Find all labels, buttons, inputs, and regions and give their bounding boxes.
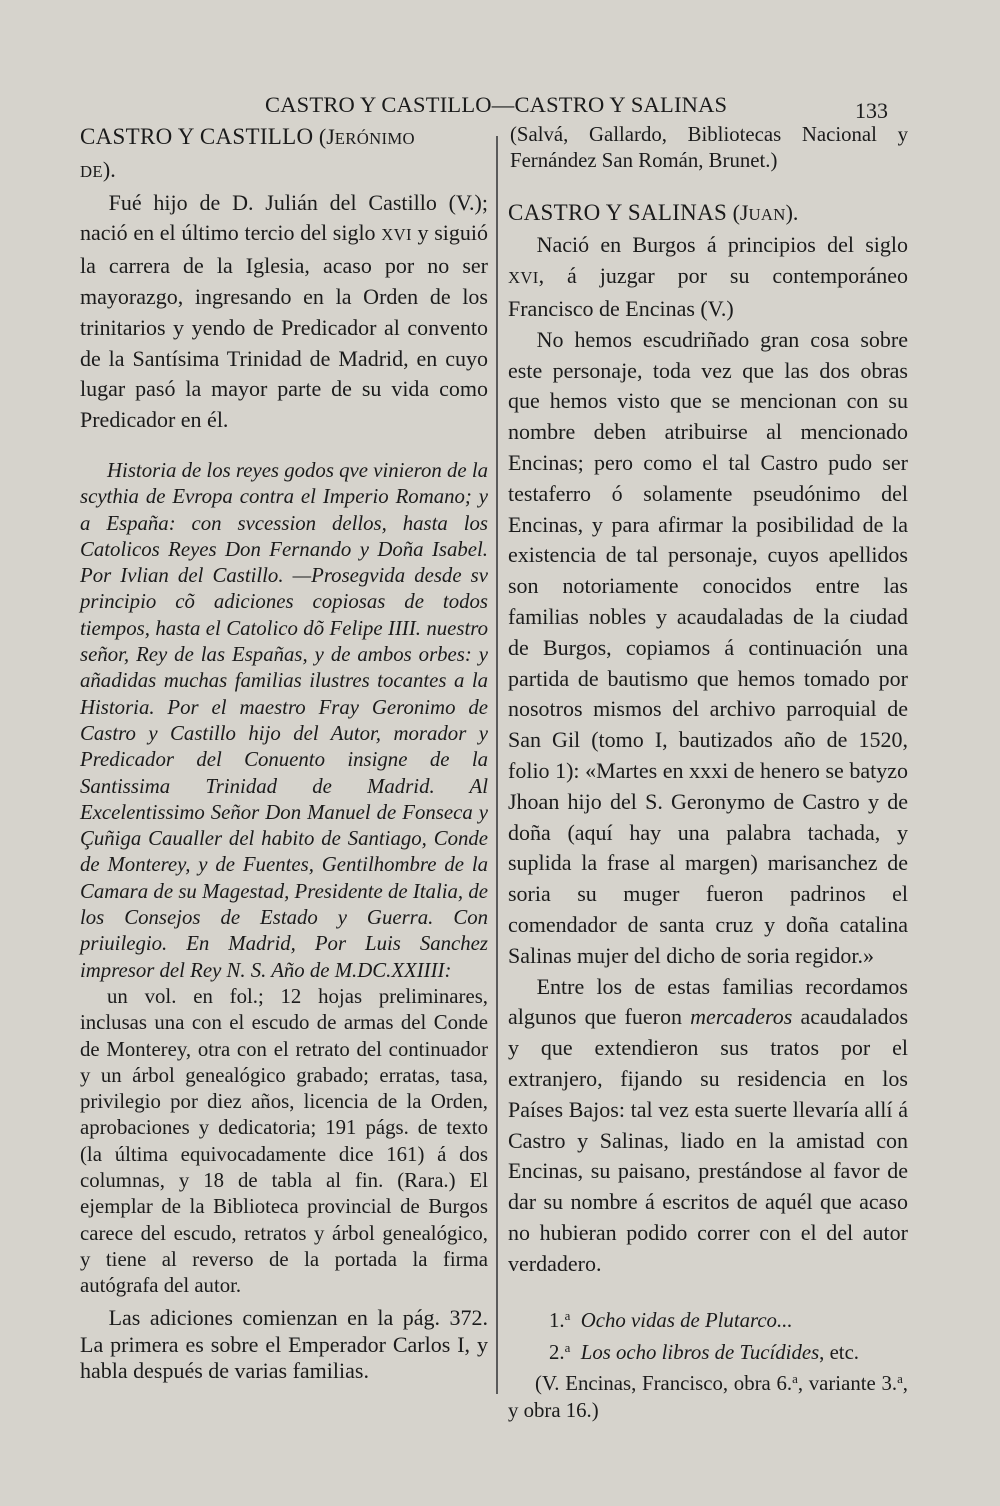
- right-column: [508, 122, 908, 1424]
- left-column: [80, 122, 488, 1385]
- entry-heading-castro-y-salinas: [508, 198, 908, 231]
- variants-cross-reference: [508, 1366, 908, 1424]
- variant-ordinal: a: [564, 1340, 571, 1355]
- variant-title: Los ocho libros de Tucídides: [580, 1340, 820, 1364]
- variants-list: [508, 1303, 908, 1423]
- birth-century: XVI: [508, 268, 539, 288]
- adiciones-note: Las adiciones comienzan en la pág. 372. La primera es sobre el Emperador Carlos I, y habla después de varias familias.: [80, 1305, 488, 1384]
- running-head: CASTRO Y CASTILLO—CASTRO Y SALINAS: [265, 92, 728, 117]
- entry-heading-name: CASTRO Y CASTILLO: [80, 124, 314, 149]
- heading-paren-2: (J: [727, 199, 749, 225]
- entry-heading-castro-y-castillo: [80, 122, 488, 188]
- biography-paragraph: [80, 188, 488, 436]
- birth-paragraph: [508, 230, 908, 324]
- xref-text-2: , variante 3.: [797, 1372, 898, 1396]
- heading-paren: (J: [313, 124, 335, 149]
- variant-item-2: [508, 1335, 908, 1366]
- families-text-2: acaudalados y que extendieron sus tratos por el extranjero, fijando su residencia en los Países Bajos: tal vez esta suerte llevaría allí á Castro y Salinas, liado en la amistad con Encinas, su paisano, prestándose al favor de dar su nombre á escritos de aquél que acaso no hubieran podido correr con el del autor verdadero.: [508, 1004, 909, 1276]
- variant-item-1: [508, 1303, 908, 1334]
- variant-ordinal: a: [564, 1309, 571, 1324]
- variant-number: 2.: [549, 1340, 565, 1364]
- heading-close-2: ).: [785, 199, 799, 225]
- bio-text-1: Fué hijo de D. Julián del Castillo (V.); nació en el último tercio del siglo: [80, 189, 488, 246]
- xref-text-1: (V. Encinas, Francisco, obra 6.: [535, 1372, 793, 1396]
- heading-smallcaps-2: DE: [80, 161, 103, 181]
- bio-text-2: y siguió la carrera de la Iglesia, acaso por no ser mayorazgo, ingresando en la Orden de los trinitarios y yendo de Predicador al convento de la Santísima Trinidad de Madrid, en cuyo lugar pasó la mayor parte de su vida como Predicador en él.: [80, 220, 488, 433]
- xref-text-3: , y obra 16.): [508, 1372, 908, 1422]
- variant-number: 1.: [549, 1309, 565, 1333]
- page-number: 133: [855, 98, 888, 123]
- bibliographic-title: Historia de los reyes godos qve vinieron de la scythia de Evropa contra el Imperio Romano; y a España: con svcession dellos, hasta los Catolicos Reyes Don Fernando y Doña Isabel. Por Ivlian del Castillo. —Prosegvida desde sv principio cõ adiciones copiosas de todos tiempos, hasta el Catolico dõ Felipe IIII. nuestro señor, Rey de las Españas, y de ambos orbes: y añadidas muchas familias ilustres tocantes a la Historia. Por el maestro Fray Geronimo de Castro y Castillo hijo del Autor, morador y Predicador del Conuento insigne de la Santissima Trinidad de Madrid. Al Excelentissimo Señor Don Manuel de Fonseca y Çuñiga Caualler del habito de Santiago, Conde de Monterey, y de Fuentes, Gentilhombre de la Camara de su Magestad, Presidente de Italia, de los Consejos de Estado y Guerra. Con priuilegio. En Madrid, Por Luis Sanchez impresor del Rey N. S. Año de M.DC.XXIIII:: [80, 458, 488, 982]
- birth-text-2: , á juzgar por su contemporáneo Francisco de Encinas (V.): [508, 263, 908, 321]
- heading-smallcaps-1: ERÓNIMO: [334, 129, 415, 148]
- families-text-1: Entre los de estas familias recordamos algunos que fueron: [508, 973, 908, 1030]
- xref-ordinal-1: a: [792, 1372, 798, 1387]
- sources-note: (Salvá, Gallardo, Bibliotecas Nacional y Fernández San Román, Brunet.): [510, 123, 908, 173]
- families-italic: mercaderos: [690, 1004, 793, 1030]
- heading-smallcaps-3: UAN: [748, 204, 786, 224]
- column-divider: [496, 136, 498, 1394]
- birth-text-1: Nació en Burgos á principios del siglo: [536, 232, 908, 258]
- bibliographic-description: un vol. en fol.; 12 hojas preliminares, inclusas una con el escudo de armas del Conde de Monterey, otra con el retrato del continuador y un árbol genealógico grabado; erratas, tasa, privilegio por diez años, licencia de la Orden, aprobaciones y dedicatoria; 191 págs. de texto (la última equivocadamente dice 161) á dos columnas, y 18 de tabla al fin. (Rara.) El ejemplar de la Biblioteca provincial de Burgos carece del escudo, retratos y árbol genealógico, y tiene al reverso de la portada la firma autógrafa del autor.: [80, 984, 488, 1298]
- families-paragraph: [508, 972, 908, 1280]
- xref-ordinal-2: a: [897, 1372, 903, 1387]
- variant-tail: , etc.: [819, 1340, 860, 1364]
- heading-close: ).: [102, 156, 116, 182]
- bio-century: XVI: [381, 225, 412, 245]
- research-paragraph: No hemos escudriñado gran cosa sobre este personaje, toda vez que las dos obras que hemos visto que se mencionan con su nombre deben atribuirse al mencionado Encinas; pero como el tal Castro pudo ser testaferro ó solamente pseudónimo del Encinas, y para afirmar la posibilidad de la existencia de tal personaje, cuyos apellidos son notoriamente conocidos entre las familias nobles y acaudaladas de la ciudad de Burgos, copiamos á continuación una partida de bautismo que hemos tomado por nosotros mismos del archivo parroquial de San Gil (tomo I, bautizados año de 1520, folio 1): «Martes en xxxi de henero se batyzo Jhoan hijo del S. Geronymo de Castro y de doña (aquí hay una palabra tachada, y suplida la frase al margen) marisanchez de soria su muger fueron padrinos el comendador de santa cruz y doña catalina Salinas mujer del dicho de soria regidor.»: [508, 326, 908, 968]
- variant-title: Ocho vidas de Plutarco...: [580, 1309, 793, 1333]
- entry-heading-name-2: CASTRO Y SALINAS: [508, 199, 728, 225]
